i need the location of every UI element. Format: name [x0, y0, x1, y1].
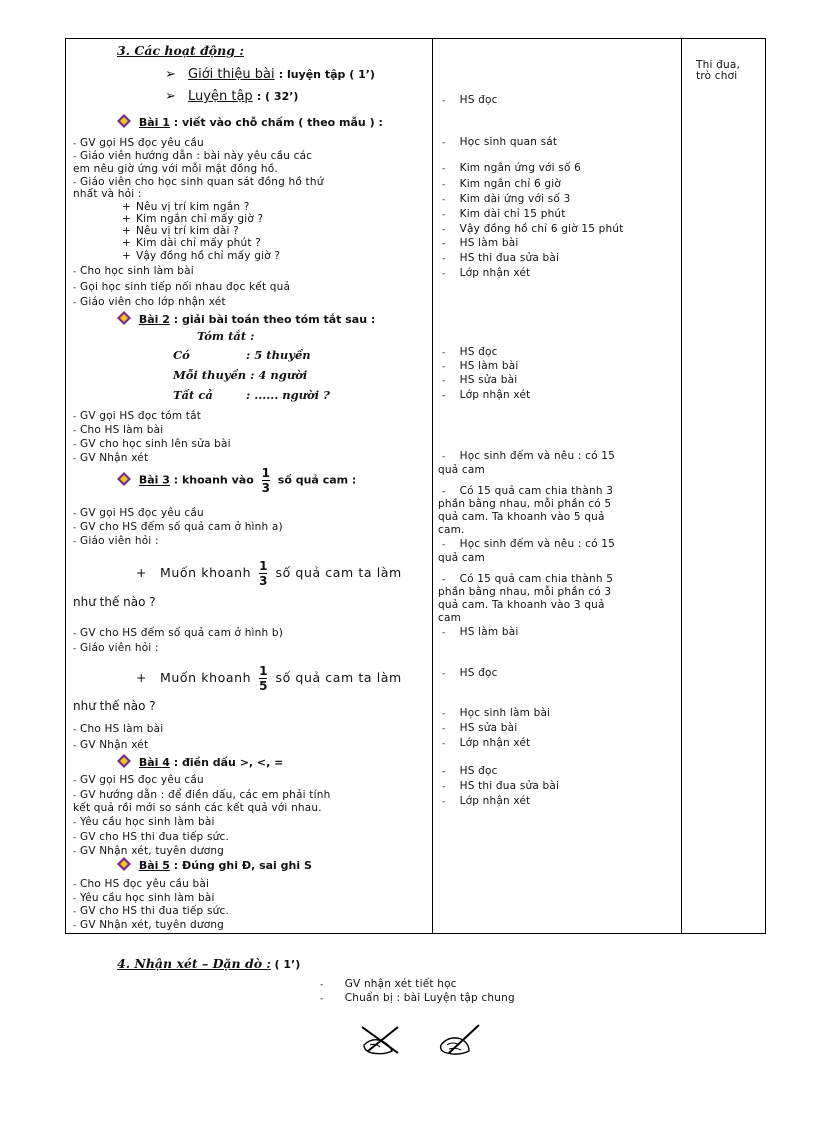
- bai5-teacher-1: - Yêu cầu học sinh làm bài: [73, 892, 215, 904]
- fraction-one-third: $\frac{1}{3}$: [259, 559, 268, 588]
- bai3-student-b2-2: quả cam. Ta khoanh vào 3 quả: [438, 599, 605, 611]
- bai3-label: Bài 3: [138, 473, 170, 487]
- bai1-teacher-0: - GV gọi HS đọc yêu cầu: [73, 137, 204, 149]
- bai3-student-b2-0: - Có 15 quả cam chia thành 5: [442, 573, 614, 585]
- section4-item-1: - Chuẩn bị : bài Luyện tập chung: [320, 992, 515, 1004]
- writing-hand-icon: [358, 1023, 406, 1057]
- diamond-bullet-icon: [117, 114, 131, 128]
- bai3-student-a2-0: - Có 15 quả cam chia thành 3: [442, 485, 614, 497]
- bai4-heading: [117, 754, 283, 768]
- bai1-student-5: - Kim dài chỉ 15 phút: [442, 208, 566, 220]
- bai3-teacher3-0: - Cho HS làm bài: [73, 723, 164, 735]
- arrow-icon: ➢: [165, 67, 176, 82]
- bai2-row1-label: Có: [173, 348, 190, 362]
- bai1-teacher-3: - Giáo viên cho học sinh quan sát đồng hồ thứ: [73, 176, 324, 188]
- intro-line: [165, 69, 375, 80]
- bai2-student-2: - HS sửa bài: [442, 374, 518, 386]
- bai2-row3-value: : ...... người ?: [246, 388, 330, 402]
- section4-heading: 4. Nhận xét – Dặn dò : ( 1’): [117, 956, 301, 971]
- bai2-student-0: - HS đọc: [442, 346, 498, 358]
- intro-label: Giới thiệu bài: [188, 67, 275, 82]
- bai1-question-1: + Kim ngắn chỉ mấy giờ ?: [122, 213, 264, 225]
- bai1-student-4: - Kim dài ứng với số 3: [442, 193, 571, 205]
- bai2-teacher-3: - GV Nhận xét: [73, 452, 149, 464]
- bai3-question-a-cont: như thế nào ?: [73, 595, 156, 609]
- bai4-title: : điền dấu >, <, =: [173, 756, 284, 769]
- bai4-teacher-0: - GV gọi HS đọc yêu cầu: [73, 774, 204, 786]
- bai3-student-b1-1: quả cam: [438, 552, 485, 564]
- bai2-row3-label: Tất cả: [173, 388, 213, 402]
- column-divider-1: [432, 39, 433, 933]
- bai2-title: : giải bài toán theo tóm tắt sau :: [173, 313, 376, 326]
- right-note-0: Thi đua,: [696, 59, 741, 71]
- bai4-student-1: - HS thi đua sửa bài: [442, 780, 560, 792]
- bai4-teacher-1: - GV hướng dẫn : để điền dấu, các em phải tính: [73, 789, 331, 801]
- bai3-teacher1-1: - GV cho HS đếm số quả cam ở hình a): [73, 521, 283, 533]
- bai4-student-0: - HS đọc: [442, 765, 498, 777]
- bai3-teacher1-0: - GV gọi HS đọc yêu cầu: [73, 507, 204, 519]
- section4-item-0: - GV nhận xét tiết học: [320, 978, 457, 990]
- bai1-student-9: - Lớp nhận xét: [442, 267, 531, 279]
- bai1-question-2: + Nêu vị trí kim dài ?: [122, 225, 239, 237]
- bai1-student-1: - Học sinh quan sát: [442, 136, 558, 148]
- bai1-teacher-2: em nêu giờ ứng với mỗi mặt đồng hồ.: [73, 163, 278, 175]
- bai1-teacher-after-2: - Giáo viên cho lớp nhận xét: [73, 296, 226, 308]
- bai3-student-rest-4: - Lớp nhận xét: [442, 737, 531, 749]
- fraction-one-third: $\frac{1}{3}$: [261, 466, 270, 495]
- bai1-heading: [117, 114, 383, 128]
- bai5-title: : Đúng ghi Đ, sai ghi S: [173, 859, 312, 872]
- bai3-teacher3-1: - GV Nhận xét: [73, 739, 149, 751]
- bai1-label: Bài 1: [138, 116, 170, 129]
- bai2-teacher-2: - GV cho học sinh lên sửa bài: [73, 438, 231, 450]
- bai4-teacher-2: kết quả rồi mới so sánh các kết quả với nhau.: [73, 802, 322, 814]
- bai4-teacher-3: - Yêu cầu học sinh làm bài: [73, 816, 215, 828]
- bai3-title-post: số quả cam :: [277, 473, 357, 487]
- bai1-question-3: + Kim dài chỉ mấy phút ?: [122, 237, 262, 249]
- bai3-student-a1-0: - Học sinh đếm và nêu : có 15: [442, 450, 616, 462]
- bai3-student-rest-3: - HS sửa bài: [442, 722, 518, 734]
- bai3-teacher2-1: - Giáo viên hỏi :: [73, 642, 159, 654]
- bai3-title-pre: : khoanh vào: [173, 473, 254, 487]
- practice-text: : ( 32’): [256, 90, 299, 103]
- bai3-question-b-cont: như thế nào ?: [73, 699, 156, 713]
- section3-heading: 3. Các hoạt động :: [117, 43, 244, 58]
- diamond-bullet-icon: [117, 754, 131, 768]
- bai1-teacher-1: - Giáo viên hướng dẫn : bài này yêu cầu các: [73, 150, 313, 162]
- right-note-1: trò chơi: [696, 70, 738, 82]
- bai2-heading: [117, 311, 375, 325]
- bai2-student-3: - Lớp nhận xét: [442, 389, 531, 401]
- diamond-bullet-icon: [117, 472, 131, 486]
- bai3-teacher2-0: - GV cho HS đếm số quả cam ở hình b): [73, 627, 284, 639]
- bai3-student-a1-1: quả cam: [438, 464, 485, 476]
- bai1-teacher-4: nhất và hỏi :: [73, 188, 142, 200]
- intro-text: : luyện tập ( 1’): [278, 68, 375, 81]
- bai2-label: Bài 2: [138, 313, 170, 326]
- bai1-student-7: - HS làm bài: [442, 237, 519, 249]
- bai1-question-4: + Vậy đồng hồ chỉ mấy giờ ?: [122, 250, 281, 262]
- bai4-teacher-4: - GV cho HS thi đua tiếp sức.: [73, 831, 229, 843]
- bai3-student-b1-0: - Học sinh đếm và nêu : có 15: [442, 538, 616, 550]
- bai5-heading: [117, 857, 312, 871]
- bai3-student-a2-2: quả cam. Ta khoanh vào 5 quả: [438, 511, 605, 523]
- bai3-student-rest-1: - HS đọc: [442, 667, 498, 679]
- bai1-student-2: - Kim ngắn ứng với số 6: [442, 162, 582, 174]
- bai3-teacher1-2: - Giáo viên hỏi :: [73, 535, 159, 547]
- bai1-teacher-after-1: - Gọi học sinh tiếp nối nhau đọc kết quả: [73, 281, 291, 293]
- bai5-teacher-3: - GV Nhận xét, tuyên dương: [73, 919, 225, 931]
- bai4-student-2: - Lớp nhận xét: [442, 795, 531, 807]
- bai4-label: Bài 4: [138, 756, 170, 769]
- bai2-teacher-1: - Cho HS làm bài: [73, 424, 164, 436]
- bai2-student-1: - HS làm bài: [442, 360, 519, 372]
- bai4-teacher-5: - GV Nhận xét, tuyên dương: [73, 845, 225, 857]
- bai5-teacher-0: - Cho HS đọc yêu cầu bài: [73, 878, 210, 890]
- diamond-bullet-icon: [117, 857, 131, 871]
- column-divider-2: [681, 39, 682, 933]
- bai3-question-a: + Muốn khoanh $\frac{1}{3}$ số quả cam ta làm: [136, 559, 402, 588]
- bai3-student-rest-0: - HS làm bài: [442, 626, 519, 638]
- bai2-teacher-0: - GV gọi HS đọc tóm tắt: [73, 410, 202, 422]
- question-a-pre: Muốn khoanh: [159, 565, 252, 580]
- question-b-pre: Muốn khoanh: [159, 670, 252, 685]
- question-b-post: số quả cam ta làm: [275, 670, 402, 685]
- bai3-student-b2-3: cam: [438, 612, 462, 624]
- bai1-student-6: - Vậy đồng hồ chỉ 6 giờ 15 phút: [442, 223, 624, 235]
- arrow-icon: ➢: [165, 89, 176, 104]
- bai3-student-a2-1: phần bằng nhau, mỗi phần có 5: [438, 498, 612, 510]
- bai1-student-8: - HS thi đua sửa bài: [442, 252, 560, 264]
- bai3-student-a2-3: cam.: [438, 524, 465, 536]
- bai1-title: : viết vào chỗ chấm ( theo mẫu ) :: [173, 116, 383, 129]
- bai2-row2: Mỗi thuyền : 4 người: [173, 368, 308, 382]
- bai3-question-b: + Muốn khoanh $\frac{1}{5}$ số quả cam ta làm: [136, 664, 402, 693]
- practice-label: Luyện tập: [188, 89, 253, 104]
- bai2-summary-title: Tóm tắt :: [197, 329, 255, 343]
- bai5-teacher-2: - GV cho HS thi đua tiếp sức.: [73, 905, 229, 917]
- writing-hand-icon: [435, 1023, 483, 1057]
- diamond-bullet-icon: [117, 311, 131, 325]
- bai2-row1-value: : 5 thuyền: [246, 348, 311, 362]
- question-a-post: số quả cam ta làm: [275, 565, 402, 580]
- bai1-teacher-after-0: - Cho học sinh làm bài: [73, 265, 194, 277]
- bai1-student-3: - Kim ngắn chỉ 6 giờ: [442, 178, 562, 190]
- bai1-question-0: + Nêu vị trí kim ngắn ?: [122, 201, 250, 213]
- bai1-student-0: - HS đọc: [442, 94, 498, 106]
- bai3-heading: [117, 467, 356, 494]
- bai3-student-rest-2: - Học sinh làm bài: [442, 707, 551, 719]
- fraction-one-fifth: $\frac{1}{5}$: [259, 664, 268, 693]
- bai5-label: Bài 5: [138, 859, 170, 872]
- practice-line: [165, 91, 298, 102]
- bai3-student-b2-1: phần bằng nhau, mỗi phần có 3: [438, 586, 612, 598]
